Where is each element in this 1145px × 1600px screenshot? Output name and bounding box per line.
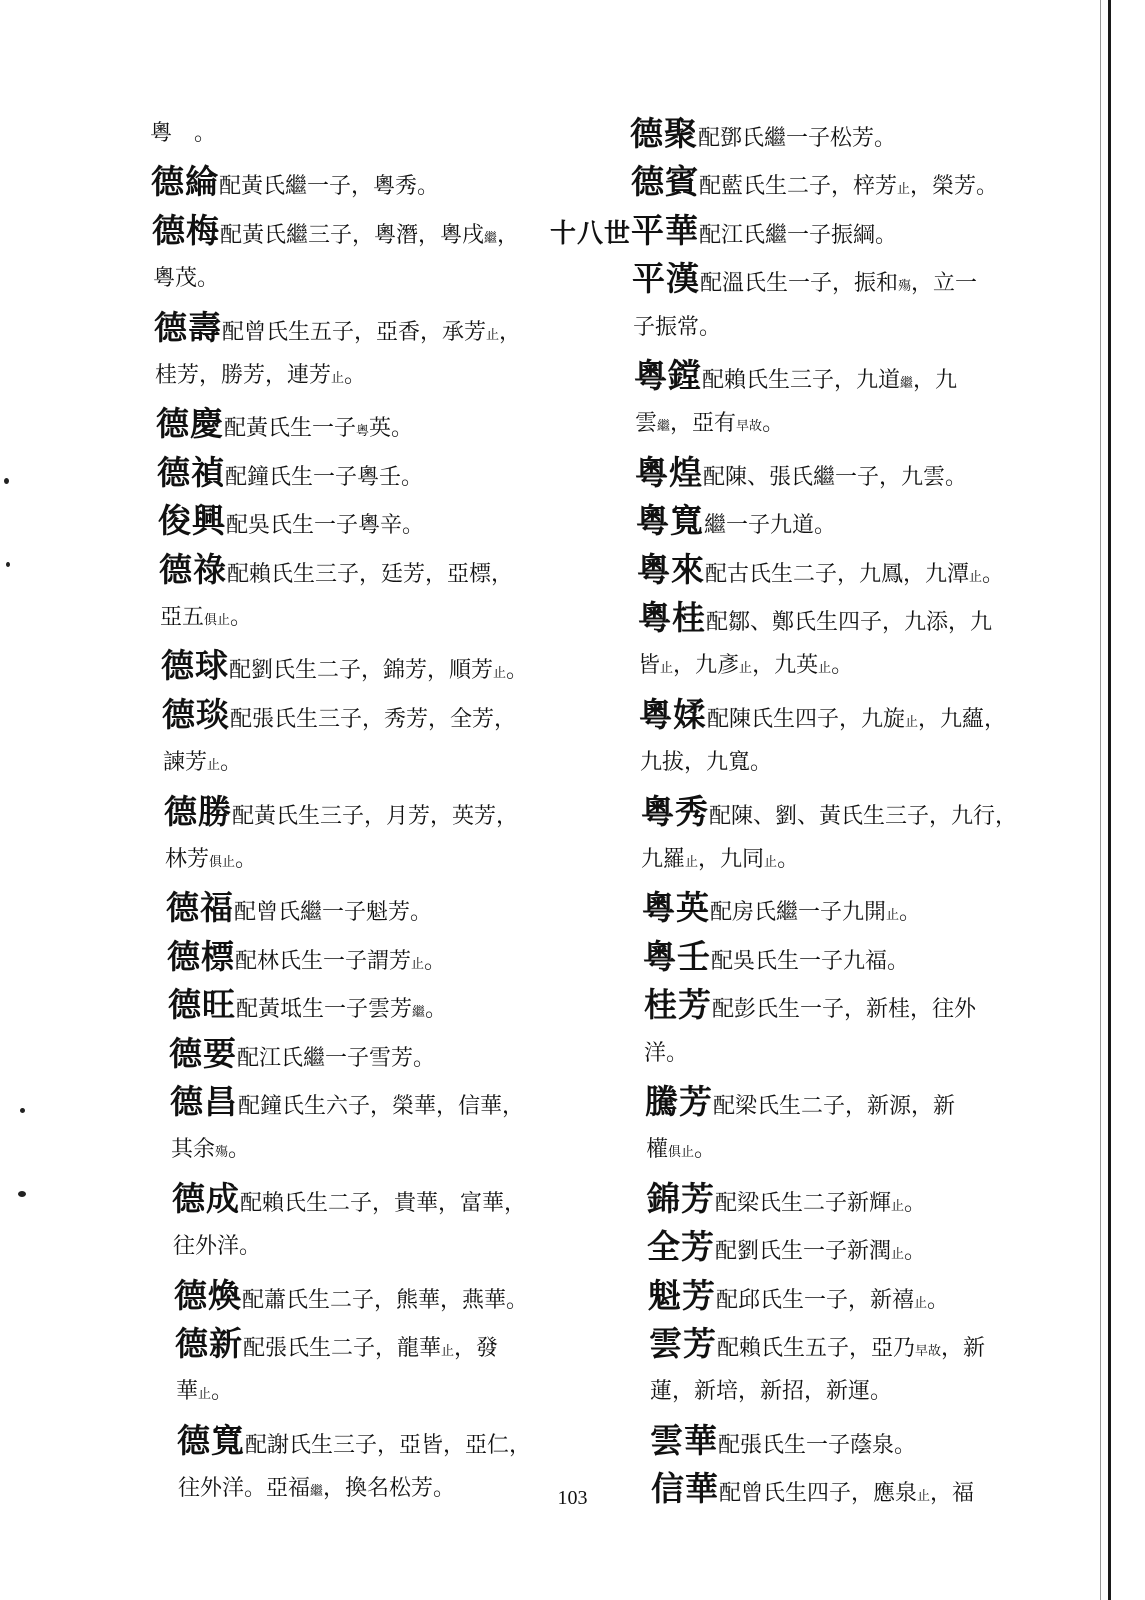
person-name: 德琰: [162, 694, 230, 734]
text-line: [550, 210, 898, 250]
text-segment: 配鄧氏繼一子松芳。: [698, 126, 897, 151]
text-line: [159, 549, 514, 589]
text-line: [152, 210, 520, 250]
text-line: [650, 1420, 917, 1460]
text-segment: 林芳: [165, 847, 210, 872]
annotation-note: 止: [486, 327, 500, 343]
person-name: 粵英: [642, 888, 710, 928]
page-number: 103: [557, 1487, 588, 1509]
annotation-note: 繼: [412, 1005, 426, 1021]
person-name: 德煥: [174, 1275, 242, 1315]
scan-speck: [6, 562, 10, 567]
person-name: 德旺: [168, 985, 236, 1025]
scan-speck: [18, 1191, 26, 1197]
text-segment: ，亞有: [670, 411, 737, 437]
annotation-note: 殤: [215, 1145, 229, 1161]
text-segment: 配劉氏生二子，錦芳，順芳: [229, 658, 494, 684]
text-line: [158, 503, 424, 539]
text-line: [646, 1132, 716, 1168]
text-segment: 亞五: [160, 605, 205, 630]
text-segment: 配劉氏生一子新潤: [715, 1239, 892, 1265]
text-segment: ，九同: [698, 847, 765, 872]
person-name: 德福: [166, 888, 234, 928]
person-name: 德壽: [154, 307, 222, 347]
text-segment: 其余: [171, 1137, 216, 1163]
text-segment: 配吳氏生一子粵辛。: [226, 513, 425, 539]
text-line: [174, 1275, 529, 1315]
text-line: [647, 1178, 927, 1218]
person-name: 德賓: [631, 162, 699, 202]
text-line: [172, 1178, 527, 1218]
text-line: [157, 452, 424, 492]
person-name: 德要: [169, 1033, 237, 1073]
text-segment: 桂芳，勝芳，連芳: [155, 363, 332, 388]
text-segment: 配張氏生三子，秀芳，全芳，: [230, 706, 517, 732]
annotation-note: 止: [660, 661, 674, 677]
person-name: 錦芳: [647, 1178, 715, 1218]
person-name: 粵桂: [638, 598, 706, 637]
text-line: [640, 745, 772, 781]
person-name: 粵煌: [635, 452, 703, 492]
text-segment: 配曾氏生五子，亞香，承芳: [222, 319, 487, 345]
annotation-note: 殤: [898, 279, 912, 295]
annotation-note: 止: [818, 661, 832, 677]
text-segment: 。: [831, 653, 854, 679]
text-segment: ，九: [913, 368, 958, 393]
text-segment: 。: [762, 411, 785, 437]
page-edge-line: [1108, 0, 1111, 1600]
text-line: [176, 1374, 233, 1410]
text-segment: 配藍氏生二子，梓芳: [699, 174, 898, 200]
text-segment: 配賴氏生三子，九道: [702, 368, 901, 393]
annotation-note: 止: [969, 569, 983, 585]
text-line: [168, 987, 447, 1023]
text-segment: 。: [220, 750, 243, 776]
text-line: [153, 261, 219, 297]
text-segment: 配陳、劉、黃氏生三子，九行，: [709, 803, 1018, 829]
text-segment: 配吳氏生一子九福。: [711, 948, 910, 974]
text-segment: 配鐘氏生一子粵壬。: [225, 464, 424, 490]
text-segment: 配賴氏生三子，廷芳，亞標，: [227, 561, 514, 587]
person-name: 德聚: [630, 114, 698, 153]
text-line: [173, 1229, 261, 1265]
annotation-note: 繼: [657, 419, 671, 435]
text-segment: 配謝氏生三子，亞皆，亞仁，: [245, 1432, 532, 1458]
person-name: 德新: [175, 1324, 243, 1363]
text-segment: 配黃氏繼一子，粵秀。: [219, 174, 440, 200]
text-segment: 九羅: [641, 847, 686, 872]
text-line: [161, 648, 528, 684]
text-line: [642, 890, 921, 926]
annotation-note: 繼: [900, 376, 914, 391]
annotation-note: 止: [685, 855, 699, 870]
text-segment: 配林氏生一子謂芳: [235, 948, 412, 974]
text-segment: 子振常。: [633, 314, 722, 340]
text-line: [643, 936, 910, 976]
text-segment: ，: [499, 319, 522, 345]
person-name: 德標: [167, 936, 235, 976]
person-name: 德慶: [156, 404, 224, 444]
person-name: 雲芳: [649, 1324, 717, 1363]
text-segment: 蓮，新培，新招，新運。: [650, 1379, 893, 1405]
annotation-note: 止: [331, 371, 345, 386]
person-name: 粵來: [637, 549, 705, 589]
annotation-note: 俱止: [209, 855, 236, 870]
text-segment: 。: [424, 948, 447, 974]
text-line: [638, 648, 853, 684]
person-name: 俊興: [158, 501, 226, 541]
text-line: [635, 452, 968, 492]
text-line: [163, 745, 242, 781]
text-segment: 。: [777, 847, 800, 872]
text-line: [150, 116, 216, 152]
annotation-note: 止: [207, 758, 221, 774]
annotation-note: 繼: [484, 230, 498, 246]
text-line: [634, 358, 957, 394]
person-name: 騰芳: [645, 1082, 713, 1121]
text-line: [169, 1033, 436, 1073]
person-name: 德勝: [164, 791, 232, 831]
person-name: 魁芳: [648, 1275, 716, 1315]
annotation-note: 止: [886, 908, 900, 924]
text-segment: ，九彥: [673, 653, 740, 679]
annotation-note: 止: [897, 182, 911, 198]
text-segment: 配房氏繼一子九開: [710, 900, 887, 926]
person-name: 粵寬: [636, 501, 704, 541]
annotation-note: 止: [493, 666, 507, 682]
text-segment: 繼一子九道。: [704, 513, 837, 539]
text-segment: 。: [694, 1137, 717, 1163]
text-segment: 往外洋。亞福: [178, 1476, 311, 1502]
annotation-note: 止: [891, 1247, 905, 1263]
person-name: 德昌: [170, 1082, 238, 1121]
scan-speck: [20, 1108, 25, 1113]
text-line: [639, 694, 1007, 734]
text-line: [637, 549, 1005, 589]
text-line: [155, 358, 366, 394]
text-segment: 配古氏生二子，九鳳，九潭: [705, 561, 970, 587]
annotation-note: 止: [914, 1295, 928, 1311]
text-segment: ，福: [930, 1481, 975, 1507]
text-segment: 配賴氏生二子，貴華，富華，: [240, 1190, 527, 1216]
text-segment: ，發: [454, 1336, 499, 1361]
text-segment: 配鄒、鄭氏生四子，九添，九: [706, 610, 993, 635]
person-name: 信華: [651, 1469, 719, 1509]
text-segment: 粵茂。: [153, 266, 220, 292]
text-segment: ，新: [941, 1336, 986, 1361]
text-segment: 配陳、張氏繼一子，九雲。: [703, 464, 968, 490]
text-segment: 配曾氏生四子，應泉: [719, 1481, 918, 1507]
text-segment: 。: [425, 997, 448, 1023]
text-segment: 粵 。: [150, 121, 217, 146]
text-segment: ，榮芳。: [910, 174, 999, 200]
text-line: [631, 164, 998, 200]
text-segment: 華: [176, 1379, 199, 1405]
text-segment: 配張氏生二子，龍華: [243, 1336, 442, 1361]
text-line: [167, 936, 447, 976]
text-line: [175, 1326, 498, 1362]
text-line: [648, 1275, 950, 1315]
person-name: 粵秀: [641, 791, 709, 831]
text-segment: ，九英: [752, 653, 819, 679]
text-segment: 配江氏繼一子振綱。: [699, 222, 898, 248]
text-segment: 皆: [638, 653, 661, 679]
text-segment: 配溫氏生一子，振和: [700, 271, 899, 297]
text-segment: 配黃氏生一子: [224, 416, 357, 442]
text-line: [170, 1084, 524, 1120]
annotation-note: 止: [411, 956, 425, 972]
text-line: [647, 1229, 926, 1265]
text-segment: 配賴氏生五子，亞乃: [717, 1336, 916, 1361]
text-line: [641, 842, 799, 878]
text-segment: 配鐘氏生六子，榮華，信華，: [238, 1094, 525, 1119]
person-name: 粵壬: [643, 936, 711, 976]
text-segment: 配梁氏生二子新輝: [715, 1190, 892, 1216]
text-line: [165, 842, 257, 878]
page-edge-shadow: [1100, 0, 1101, 1600]
text-line: [641, 791, 1018, 831]
text-line: [645, 1084, 955, 1120]
text-line: [632, 261, 977, 297]
text-segment: 。: [904, 1239, 927, 1265]
text-line: [151, 164, 439, 200]
text-segment: 。: [344, 363, 367, 388]
person-name: 桂芳: [644, 985, 712, 1025]
person-name: 粵媃: [639, 694, 707, 734]
text-segment: 配江氏繼一子雪芳。: [237, 1045, 436, 1071]
text-segment: ，立一: [911, 271, 978, 297]
text-line: [650, 1374, 892, 1410]
annotation-note: 早故: [915, 1344, 942, 1359]
text-segment: 配梁氏生二子，新源，新: [713, 1094, 956, 1119]
text-segment: 。: [982, 561, 1005, 587]
text-segment: ，換名松芳。: [323, 1476, 456, 1502]
text-line: [635, 406, 784, 442]
text-segment: 。: [904, 1190, 927, 1216]
person-name: 全芳: [647, 1227, 715, 1267]
text-line: [633, 310, 721, 346]
person-name: 德寬: [177, 1420, 245, 1460]
text-line: [644, 1036, 688, 1072]
text-segment: 英。: [369, 416, 414, 442]
text-line: [162, 694, 517, 734]
text-line: [156, 406, 413, 442]
text-segment: 配張氏生一子蔭泉。: [718, 1432, 917, 1458]
person-name: 德祿: [159, 549, 227, 589]
annotation-note: 止: [739, 661, 753, 677]
text-segment: ，: [497, 222, 520, 248]
text-segment: 配蕭氏生二子，熊華，燕華。: [242, 1287, 529, 1313]
person-name: 平漢: [632, 259, 700, 299]
annotation-note: 繼: [310, 1484, 324, 1500]
person-name: 德球: [161, 646, 229, 686]
text-segment: 配曾氏繼一子魁芳。: [234, 900, 433, 926]
annotation-note: 止: [917, 1489, 931, 1505]
text-line: [177, 1420, 532, 1460]
generation-label: 十八世: [550, 218, 632, 249]
annotation-note: 止: [198, 1387, 212, 1403]
text-segment: 。: [230, 605, 253, 630]
text-line: [164, 791, 519, 831]
scan-speck: [4, 478, 9, 484]
annotation-note: 止: [891, 1198, 905, 1214]
text-segment: 。: [235, 847, 258, 872]
text-segment: 雲: [635, 411, 658, 437]
text-line: [154, 307, 522, 347]
person-name: 雲華: [650, 1420, 718, 1460]
text-segment: 配黃氏繼三子，粵潛，粵戌: [220, 222, 485, 248]
text-segment: 。: [899, 900, 922, 926]
text-segment: 配邱氏生一子，新禧: [716, 1287, 915, 1313]
person-name: 平華: [631, 210, 700, 250]
text-line: [171, 1132, 250, 1168]
text-segment: 。: [228, 1137, 251, 1163]
text-line: [644, 987, 976, 1023]
person-name: 德成: [172, 1178, 240, 1218]
text-segment: 配彭氏生一子，新桂，往外: [712, 997, 977, 1023]
annotation-note: 俱止: [204, 613, 231, 628]
text-line: [630, 116, 896, 152]
text-segment: ，九蘊，: [918, 706, 1007, 732]
annotation-note: 粵: [356, 424, 370, 440]
person-name: 德綸: [151, 162, 219, 202]
person-name: 德禎: [157, 452, 225, 492]
text-line: [160, 600, 252, 636]
person-name: 德梅: [152, 210, 220, 250]
text-segment: 洋。: [644, 1040, 689, 1066]
text-segment: 。: [506, 658, 529, 684]
left-text-column: [150, 116, 560, 1502]
annotation-note: 止: [441, 1344, 455, 1359]
annotation-note: 早故: [736, 419, 763, 435]
annotation-note: 止: [905, 714, 919, 730]
text-line: [649, 1326, 985, 1362]
text-segment: 往外洋。: [173, 1234, 262, 1260]
text-line: [636, 503, 836, 539]
text-line: [638, 600, 992, 636]
text-segment: 權: [646, 1137, 669, 1163]
text-segment: 配黃坻生一子雲芳: [236, 997, 413, 1023]
text-segment: 九拔，九寬。: [640, 750, 773, 776]
text-segment: 。: [927, 1287, 950, 1313]
text-line: [166, 890, 432, 926]
text-segment: 。: [211, 1379, 234, 1405]
annotation-note: 止: [764, 855, 778, 870]
text-segment: 配陳氏生四子，九旋: [707, 706, 906, 732]
person-name: 粵鏜: [634, 356, 702, 395]
text-segment: 配黃氏生三子，月芳，英芳，: [232, 803, 519, 829]
text-segment: 諫芳: [163, 750, 208, 776]
annotation-note: 俱止: [668, 1145, 695, 1161]
